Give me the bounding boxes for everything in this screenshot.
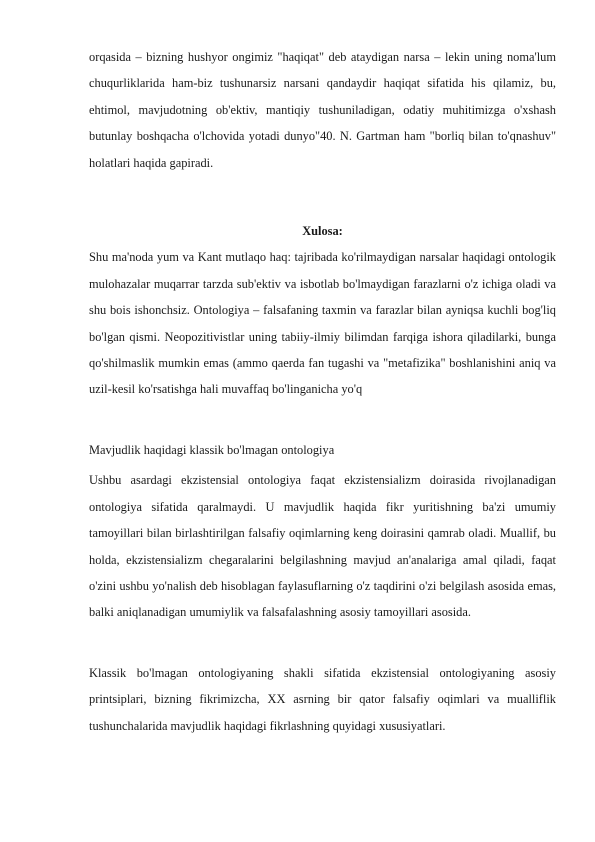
spacer xyxy=(89,403,556,437)
body-paragraph-3: Ushbu asardagi ekzistensial ontologiya faqat ekzistensializm doirasida rivojlanadigan ontologiya sifatida qaralmaydi. U mavjudlik haqida fikr yuritishning ba'zi umumiy tamoyillari bilan birlashtirilgan falsafiy oqimlarning keng doirasini qamrab oladi. Muallif, bu holda, ekzistensializm chegaralarini belgilashning mavjud an'analariga amal qiladi, faqat o'zini ushbu yo'nalish deb hisoblagan faylasuflarning o'z taqdirini o'zi belgilash asosida emas, balki aniqlanadigan umumiylik va falsafalashning asosiy tamoyillari asosida. xyxy=(89,473,556,620)
spacer xyxy=(89,176,556,218)
subsection-heading: Mavjudlik haqidagi klassik bo'lmagan ontologiya xyxy=(89,442,335,457)
spacer xyxy=(89,626,556,660)
section-heading: Xulosa: xyxy=(302,224,343,239)
body-paragraph-2: Shu ma'noda yum va Kant mutlaqo haq: tajribada ko'rilmaydigan narsalar haqidagi ontologik mulohazalar muqarrar tarzda sub'ektiv va isbotlab bo'lmaydigan farazlarni o'z ichiga oladi va shu bois ishonchsiz. Ontologiya – falsafaning taxmin va farazlar bilan ayniqsa kuchli bog'liq bo'lgan qismi. Neopozitivistlar uning tabiiy-ilmiy bilimdan farqiga ishora qiladilarki, bunga qo'shilmaslik mumkin emas (ammo qaerda fan tugashi va "metafizika" boshlanishini aniq va uzil-kesil ko'rsatishga hali muvaffaq bo'linganicha yo'q xyxy=(89,250,556,397)
document-body xyxy=(89,44,556,739)
body-paragraph-1: orqasida – bizning hushyor ongimiz "haqiqat" deb ataydigan narsa – lekin uning noma'lum chuqurliklarida ham-biz tushunarsiz narsani qandaydir haqiqat sifatida his qilamiz, bu, ehtimol, mavjudotning ob'ektiv, mantiqiy tushuniladigan, odatiy muhitimizga o'xshash butunlay boshqacha o'lchovida yotadi dunyo"40. N. Gartman ham "borliq bilan to'qnashuv" holatlari haqida gapiradi. xyxy=(89,50,556,170)
body-paragraph-4: Klassik bo'lmagan ontologiyaning shakli sifatida ekzistensial ontologiyaning asosiy printsiplari, bizning fikrimizcha, XX asrning bir qator falsafiy oqimlari va mualliflik tushunchalarida mavjudlik haqidagi fikrlashning quyidagi xususiyatlari. xyxy=(89,665,556,733)
